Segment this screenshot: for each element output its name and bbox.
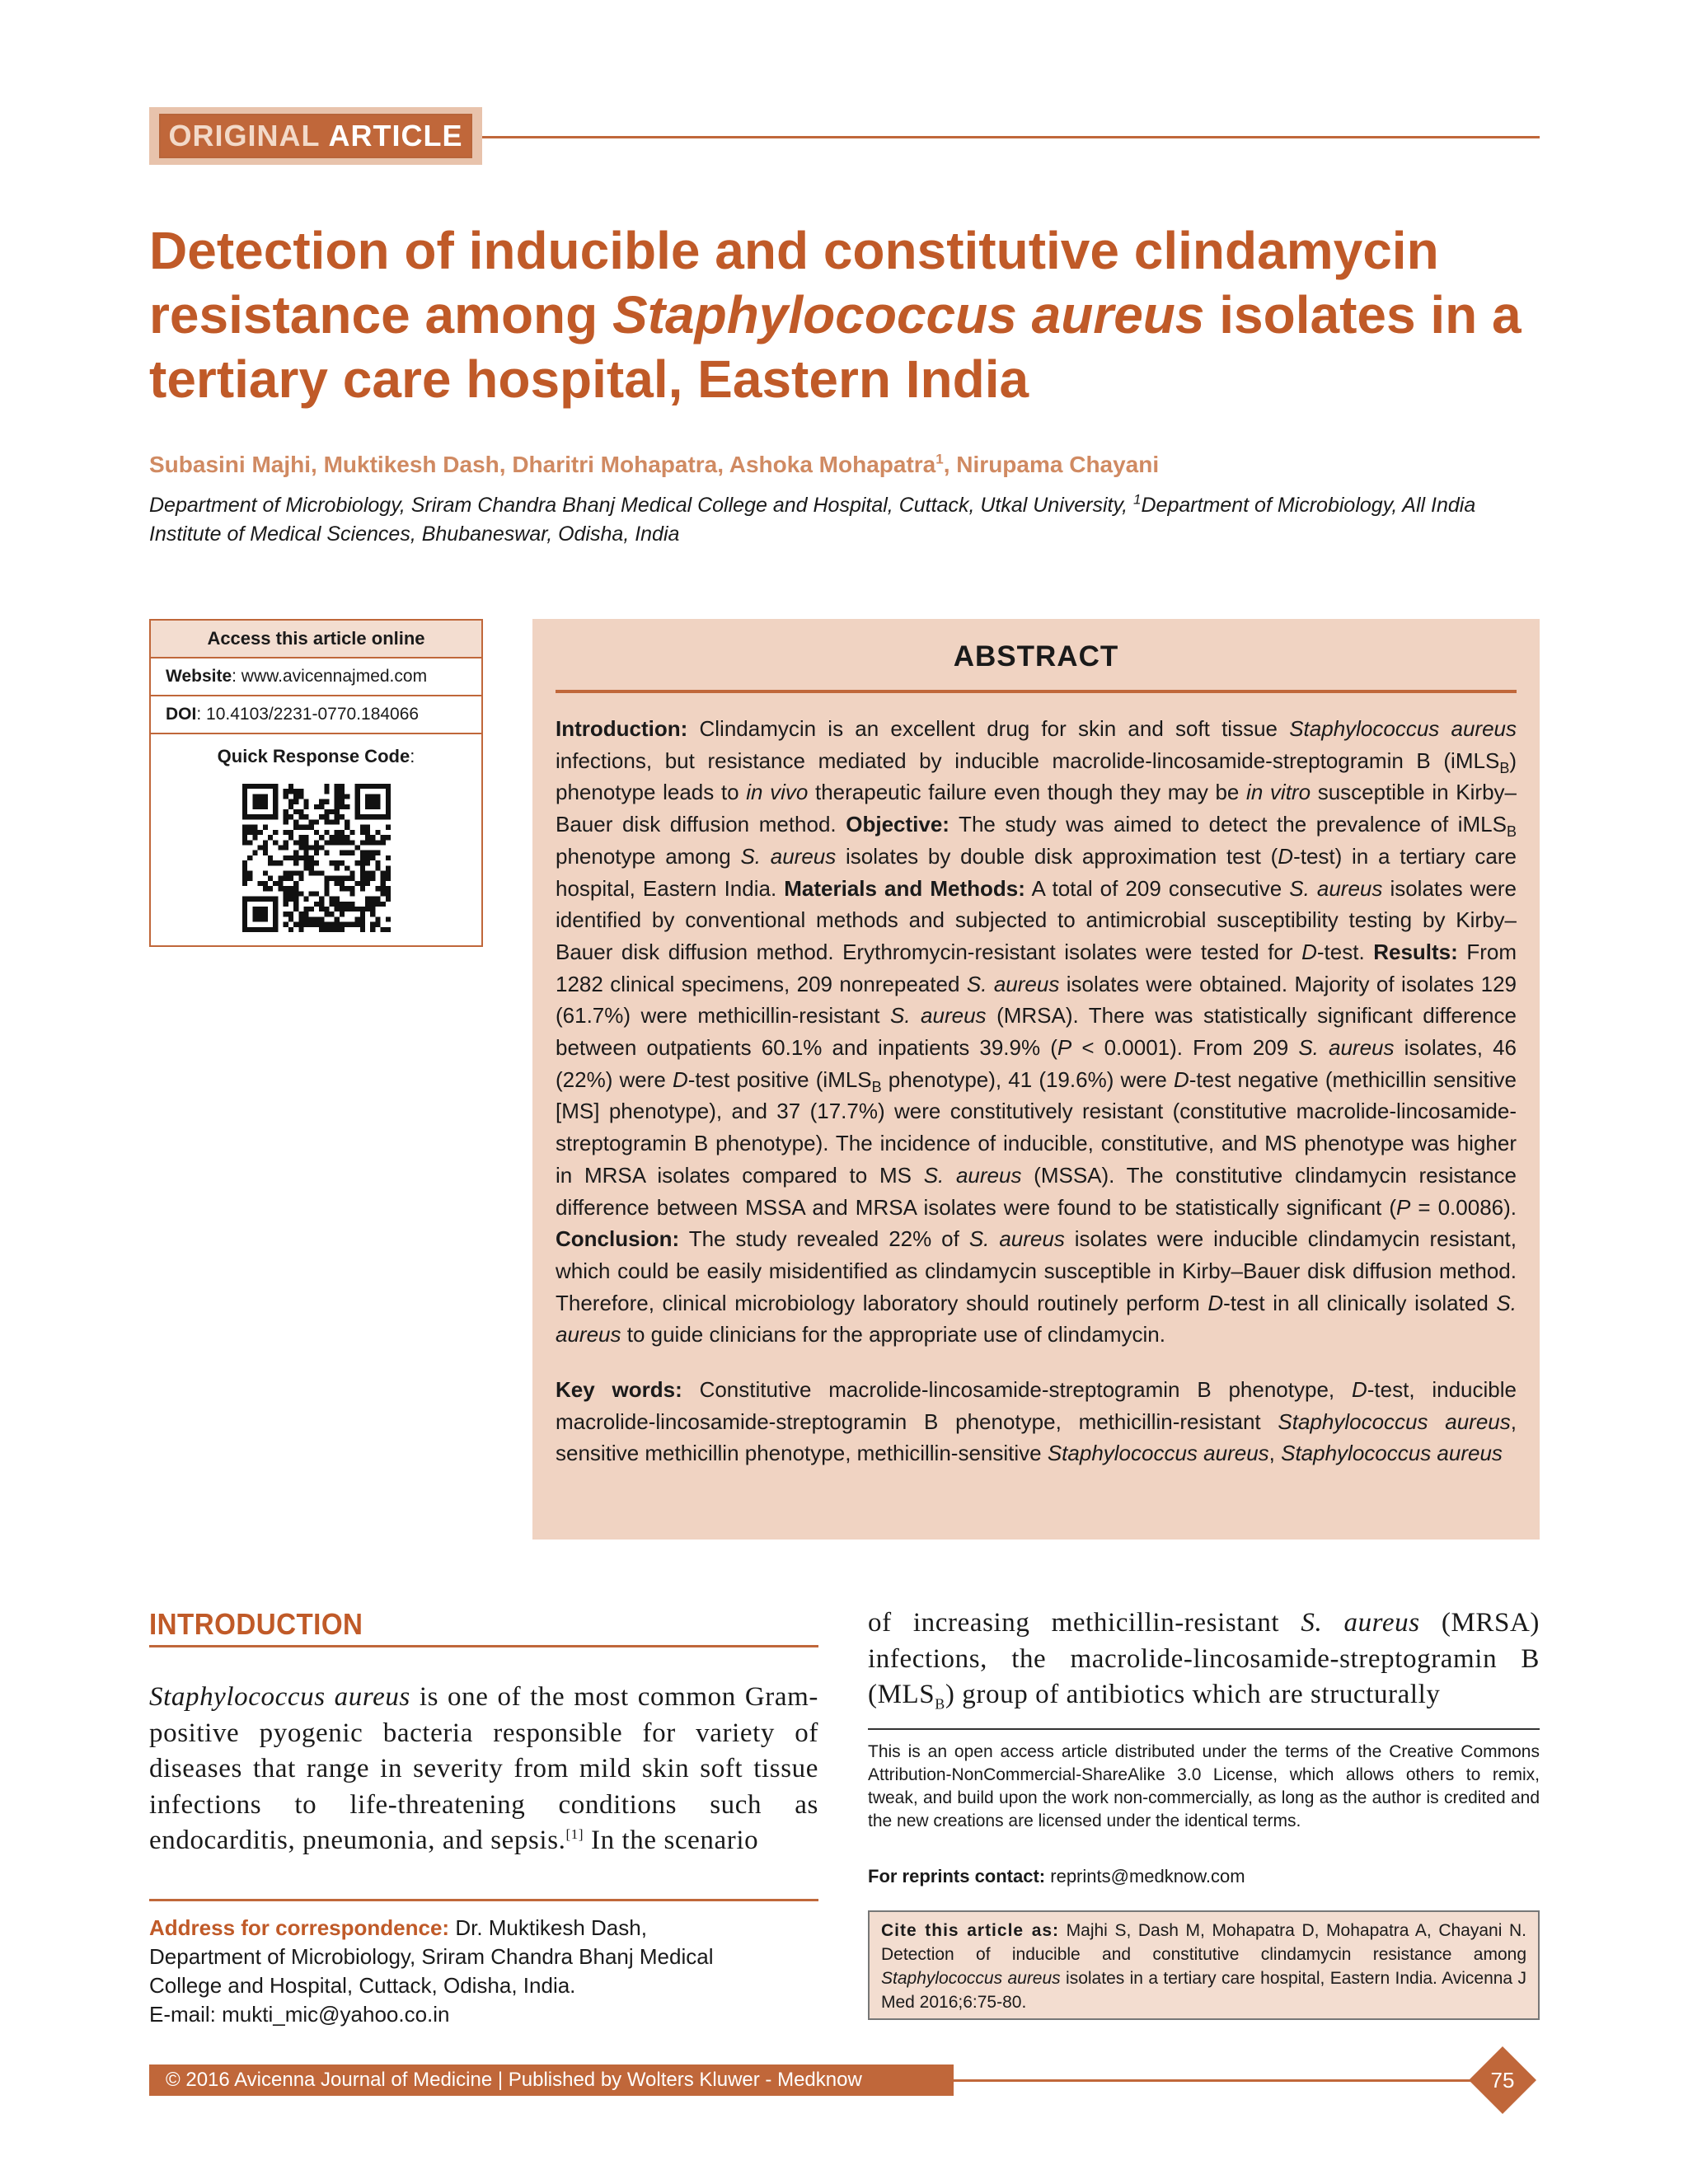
abstract-heading: ABSTRACT [953, 640, 1119, 673]
footnote-rule [868, 1728, 1540, 1730]
introduction-continued: of increasing methicillin-resistant S. aureus (MRSA) infections, the macrolide-lincosamide-streptogramin B $(MLS_B)$ group of antibiotics which are structurally [868, 1608, 1540, 1713]
citation-ref[interactable]: [1] [565, 1826, 584, 1842]
license-note: This is an open access article distributed under the terms of the Creative Commons Attribution-NonCommercial-ShareAlike 3.0 License, which allows others to remix, tweak, and build upon the work non-commercially, as long as the author is credited and the new creations are licensed under the identical terms. [868, 1742, 1540, 1830]
page-number: 75 [1490, 2068, 1515, 2093]
author-list: Subasini Majhi, Muktikesh Dash, Dharitri Mohapatra, Ashoka Mohapatra$^1$, Nirupama Chayani [149, 451, 1160, 477]
correspondence-email[interactable]: E-mail: mukti_mic@yahoo.co.in [149, 2002, 450, 2027]
article-type-label [159, 114, 472, 158]
affiliations: Department of Microbiology, Sriram Chandra Bhanj Medical College and Hospital, Cuttack, Utkal University, $^1$Department of Microbiology, All India Institute of Medical Sciences, Bhubaneswar, Odisha, India [149, 491, 1476, 546]
qr-code-icon[interactable] [242, 784, 391, 932]
citation-box: Cite this article as: Majhi S, Dash M, Mohapatra D, Mohapatra A, Chayani N. Detection of inducible and constitutive clindamycin resistance among Staphylococcus aureus isolates in a tertiary care hospital, Eastern India. Avicenna J Med 2016;6:75-80. [868, 1910, 1540, 2020]
banner-word-article: ARTICLE [328, 119, 463, 152]
footer-copyright: © 2016 Avicenna Journal of Medicine | Published by Wolters Kluwer - Medknow [149, 2064, 954, 2096]
access-online-box [149, 619, 483, 947]
qr-label: Quick Response Code: [217, 746, 415, 766]
correspondence-address: Address for correspondence: Dr. Muktikesh Dash, Department of Microbiology, Sriram Chandra Bhanj Medical College and Hospital, Cuttack, Odisha, India. E-mail: mukti_mic@yahoo.co.in [149, 1914, 818, 2029]
abstract-keywords: Key words: Constitutive macrolide-lincosamide-streptogramin B phenotype, D-test, inducible macrolide-lincosamide-streptogramin B phenotype, methicillin-resistant Staphylococcus aureus, sensitive methicillin phenotype, methicillin-sensitive Staphylococcus aureus, Staphylococcus aureus [556, 1377, 1517, 1466]
introduction-rule [149, 1645, 818, 1647]
website-link[interactable]: : www.avicennajmed.com [232, 667, 428, 686]
abstract-body: Introduction: Clindamycin is an excellent drug for skin and soft tissue Staphylococcus aureus infections, but resistance mediated by inducible macrolide-lincosamide-streptogramin B (iMLS$_B$) phenotype leads to in vivo therapeutic failure even though they may be in vitro susceptible in Kirby–Bauer disk diffusion method. Objective: The study was aimed to detect the prevalence of iMLS$_B$ phenotype among S. aureus isolates by double disk approximation test (D-test) in a tertiary care hospital, Eastern India. Materials and Methods: A total of 209 consecutive S. aureus isolates were identified by conventional methods and subjected to antimicrobial susceptibility testing by Kirby–Bauer disk diffusion method. Erythromycin-resistant isolates were tested for D-test. Results: From 1282 clinical specimens, 209 nonrepeated S. aureus isolates were obtained. Majority of isolates 129 (61.7%) were methicillin-resistant S. aureus (MRSA). There was statistically significant difference between outpatients 60.1% and inpatients 39.9% (P < 0.0001). From 209 S. aureus isolates, 46 (22%) were D-test positive (iMLS$_B$ phenotype), 41 (19.6%) were D-test negative (methicillin sensitive [MS] phenotype), and 37 (17.7%) were constitutively resistant (constitutive macrolide-lincosamide-streptogramin B phenotype). The incidence of inducible, constitutive, and MS phenotype was higher in MRSA isolates compared to MS S. aureus (MSSA). The constitutive clindamycin resistance difference between MSSA and MRSA isolates were found to be statistically significant (P = 0.0086). Conclusion: The study revealed 22% of S. aureus isolates were inducible clindamycin resistant, which could be easily misidentified as clindamycin susceptible in Kirby–Bauer disk diffusion method. Therefore, clinical microbiology laboratory should routinely perform D-test in all clinically isolated S. aureus to guide clinicians for the appropriate use of clindamycin. [556, 716, 1517, 1347]
doi-link[interactable]: : 10.4103/2231-0770.184066 [196, 705, 420, 724]
website-row[interactable]: Website : www.avicennajmed.com [151, 658, 481, 696]
banner-word-original: ORIGINAL [168, 119, 321, 152]
page-number-badge [1467, 2045, 1538, 2116]
article-title: Detection of inducible and constitutive clindamycin resistance among Staphylococcus aureus isolates in a tertiary care hospital, Eastern India [149, 221, 1522, 409]
introduction-heading: INTRODUCTION [149, 1607, 363, 1641]
reprints-email[interactable]: reprints@medknow.com [1045, 1866, 1245, 1886]
footer-rule [954, 2079, 1481, 2082]
doi-row[interactable]: DOI : 10.4103/2231-0770.184066 [151, 696, 481, 734]
abstract-rule [556, 690, 1517, 693]
correspondence-rule [149, 1899, 818, 1901]
reprints-contact: For reprints contact: reprints@medknow.com [868, 1866, 1245, 1886]
access-box-heading: Access this article online [151, 621, 481, 658]
article-type-banner [149, 107, 482, 165]
header-rule [482, 136, 1540, 138]
introduction-body: Staphylococcus aureus is one of the most common Gram-positive pyogenic bacteria responsible for variety of diseases that range in severity from mild skin soft tissue infections to life-threatening conditions such as endocarditis, pneumonia, and sepsis.[1] In the scenario [149, 1682, 818, 1855]
abstract-box [532, 619, 1540, 1540]
